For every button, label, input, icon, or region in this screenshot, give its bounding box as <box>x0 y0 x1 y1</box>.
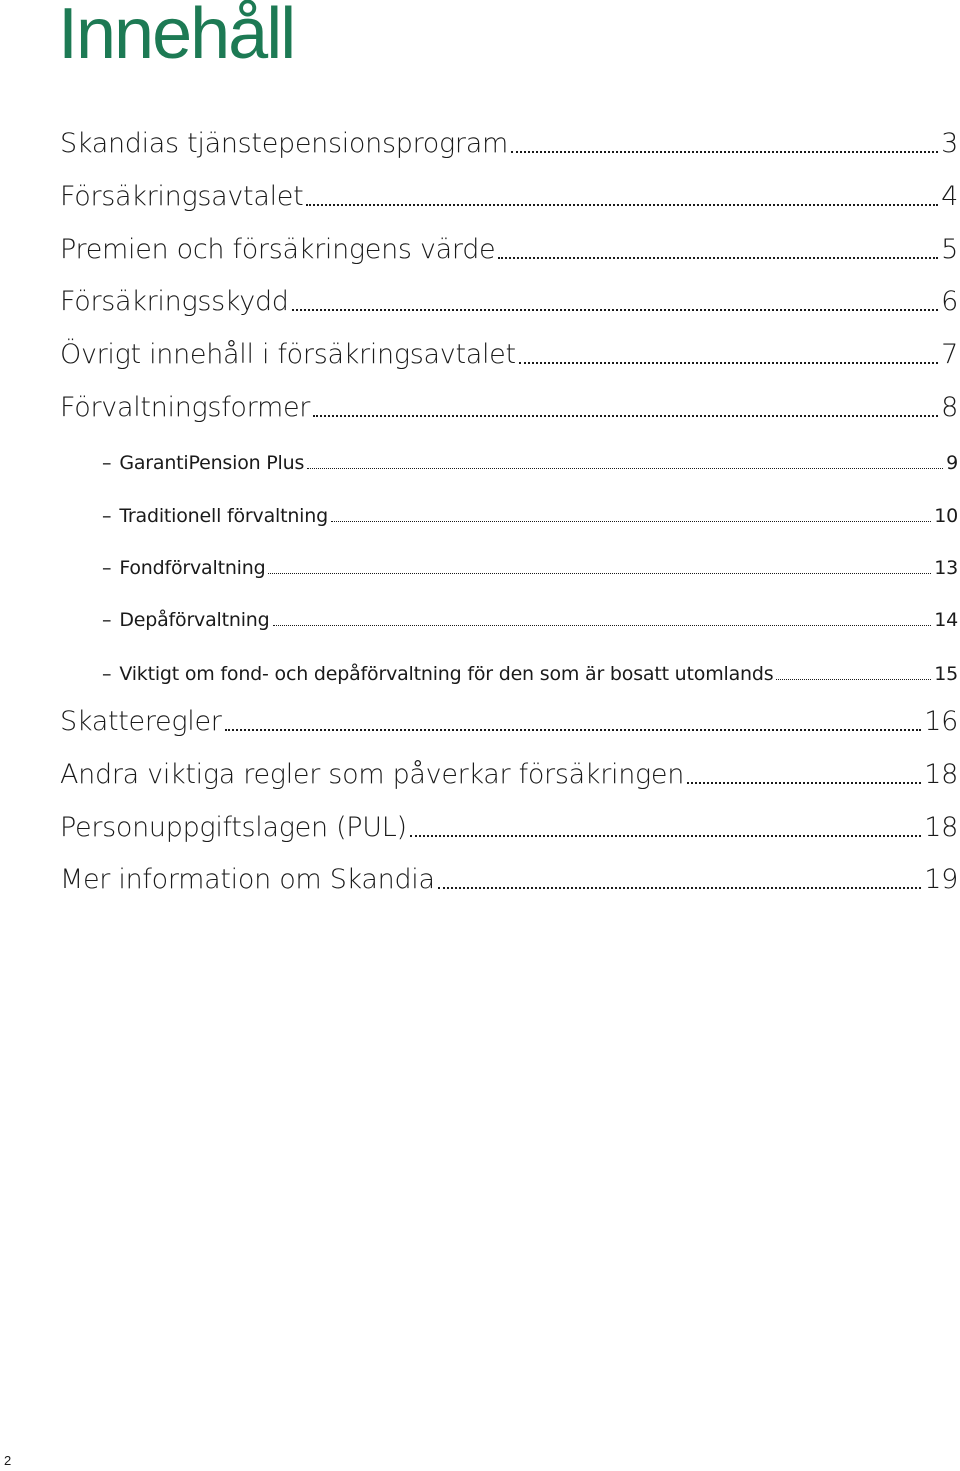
toc-entry[interactable] <box>60 812 958 843</box>
table-of-contents <box>60 0 958 1000</box>
toc-entry-label: Försäkringsavtalet <box>60 181 304 212</box>
sub-entry-dash: – <box>102 452 112 474</box>
dot-leader <box>331 505 931 527</box>
sub-entry-dash: – <box>102 505 112 527</box>
toc-entry-page: 16 <box>924 706 958 737</box>
toc-entry[interactable] <box>60 864 958 895</box>
sub-entry-dash: – <box>102 663 112 685</box>
dot-leader <box>687 759 921 790</box>
toc-entry-label: Andra viktiga regler som påverkar försäkringen <box>60 759 685 790</box>
page-title: Innehåll <box>58 0 295 74</box>
page-number: 2 <box>4 1453 12 1468</box>
dot-leader <box>273 609 932 631</box>
dot-leader <box>268 557 931 579</box>
toc-entry-label: Förvaltningsformer <box>60 392 311 423</box>
toc-entry[interactable] <box>60 286 958 317</box>
dot-leader <box>498 234 938 265</box>
dot-leader <box>511 128 938 159</box>
toc-entry[interactable] <box>60 128 958 159</box>
toc-entry-page: 18 <box>924 812 958 843</box>
toc-subentry[interactable] <box>60 452 958 474</box>
toc-entry-page: 15 <box>934 663 958 685</box>
toc-entry-label: Skandias tjänstepensionsprogram <box>60 128 508 159</box>
dot-leader <box>776 663 931 685</box>
dot-leader <box>438 864 921 895</box>
toc-entry-label: Traditionell förvaltning <box>119 505 328 527</box>
toc-entry-label: Övrigt innehåll i försäkringsavtalet <box>60 339 516 370</box>
toc-entry-page: 5 <box>941 234 958 265</box>
dot-leader <box>307 452 943 474</box>
toc-entry-page: 3 <box>941 128 958 159</box>
toc-entry[interactable] <box>60 392 958 423</box>
toc-entry-label: Premien och försäkringens värde <box>60 234 496 265</box>
toc-entry-page: 9 <box>946 452 958 474</box>
toc-entry-label: GarantiPension Plus <box>119 452 305 474</box>
toc-entry-page: 19 <box>924 864 958 895</box>
toc-subentry[interactable] <box>60 557 958 579</box>
toc-subentry[interactable] <box>60 609 958 631</box>
toc-entry-page: 13 <box>934 557 958 579</box>
dot-leader <box>225 706 922 737</box>
dot-leader <box>519 339 938 370</box>
toc-entry-label: Viktigt om fond- och depåförvaltning för den som är bosatt utomlands <box>119 663 774 685</box>
toc-entry-label: Fondförvaltning <box>119 557 266 579</box>
dot-leader <box>313 392 938 423</box>
dot-leader <box>410 812 922 843</box>
toc-entry-label: Personuppgiftslagen (PUL) <box>60 812 407 843</box>
toc-entry-page: 8 <box>941 392 958 423</box>
toc-subentry[interactable] <box>60 505 958 527</box>
dot-leader <box>306 181 938 212</box>
toc-entry-label: Mer information om Skandia <box>60 864 435 895</box>
toc-entry-page: 14 <box>934 609 958 631</box>
toc-entry-label: Depåförvaltning <box>119 609 270 631</box>
toc-entry-page: 10 <box>934 505 958 527</box>
sub-entry-dash: – <box>102 609 112 631</box>
dot-leader <box>292 286 938 317</box>
toc-entry[interactable] <box>60 181 958 212</box>
toc-entry[interactable] <box>60 339 958 370</box>
toc-entry-page: 7 <box>941 339 958 370</box>
toc-entry[interactable] <box>60 759 958 790</box>
toc-entry[interactable] <box>60 706 958 737</box>
toc-entry[interactable] <box>60 234 958 265</box>
toc-entry-label: Försäkringsskydd <box>60 286 289 317</box>
toc-entry-page: 4 <box>941 181 958 212</box>
toc-entry-page: 6 <box>941 286 958 317</box>
toc-subentry[interactable] <box>60 663 958 685</box>
sub-entry-dash: – <box>102 557 112 579</box>
toc-entry-page: 18 <box>924 759 958 790</box>
toc-entry-label: Skatteregler <box>60 706 222 737</box>
